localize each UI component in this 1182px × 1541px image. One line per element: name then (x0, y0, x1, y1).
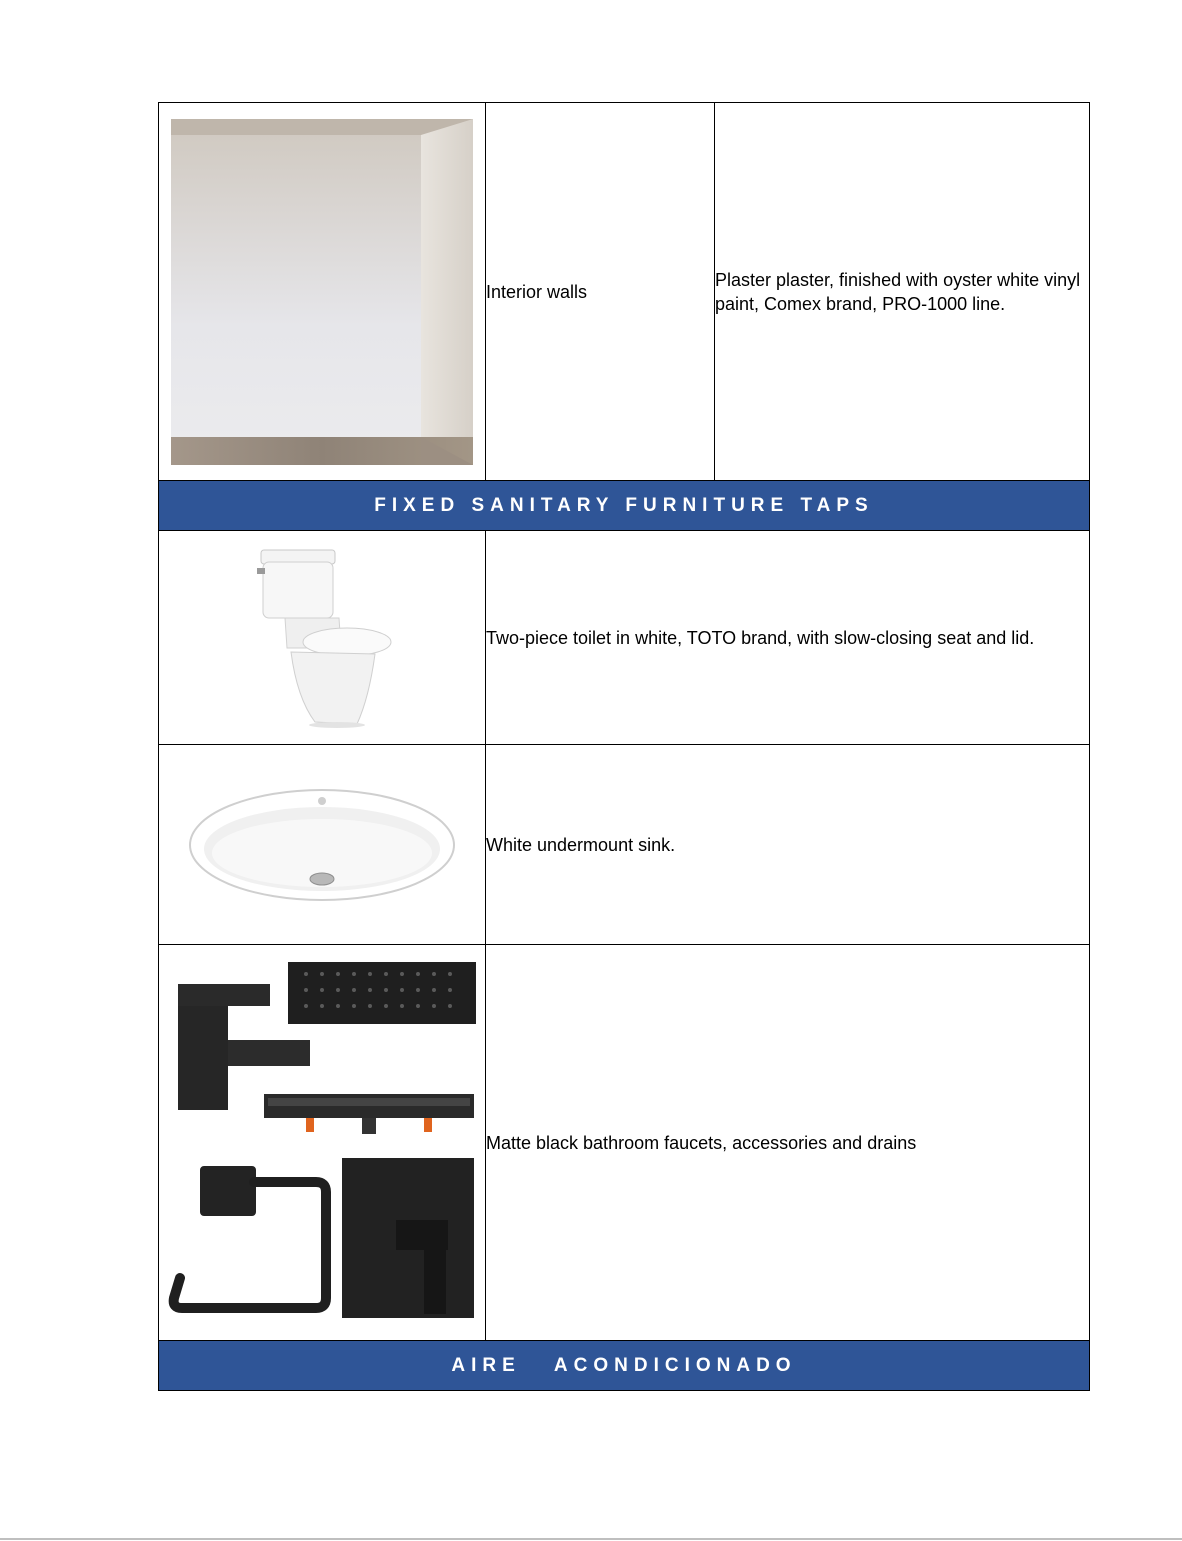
wall-image-cell (159, 103, 486, 481)
sink-description: White undermount sink. (486, 745, 1090, 945)
page-bottom-rule (0, 1538, 1182, 1540)
faucets-image-cell (159, 945, 486, 1341)
section-title-sanitary: FIXED SANITARY FURNITURE TAPS (159, 481, 1090, 531)
spec-table (158, 102, 1090, 1391)
table-row-toilet (159, 531, 1090, 745)
interior-wall-image (171, 119, 473, 465)
sink-image (187, 787, 457, 903)
walls-item: Interior walls (486, 103, 715, 481)
toilet-description: Two-piece toilet in white, TOTO brand, with slow-closing seat and lid. (486, 531, 1090, 745)
table-row-faucets (159, 945, 1090, 1341)
table-row-walls (159, 103, 1090, 481)
faucets-description: Matte black bathroom faucets, accessories and drains (486, 945, 1090, 1341)
section-header-ac (159, 1341, 1090, 1391)
table-row-sink (159, 745, 1090, 945)
toilet-image (247, 548, 397, 728)
section-header-sanitary (159, 481, 1090, 531)
walls-description: Plaster plaster, finished with oyster white vinyl paint, Comex brand, PRO-1000 line. (715, 103, 1090, 481)
section-title-ac-text: AIRE ACONDICIONADO (451, 1354, 797, 1376)
faucets-collage-image (166, 960, 478, 1326)
section-title-ac (159, 1341, 1090, 1391)
toilet-image-cell (159, 531, 486, 745)
sink-image-cell (159, 745, 486, 945)
